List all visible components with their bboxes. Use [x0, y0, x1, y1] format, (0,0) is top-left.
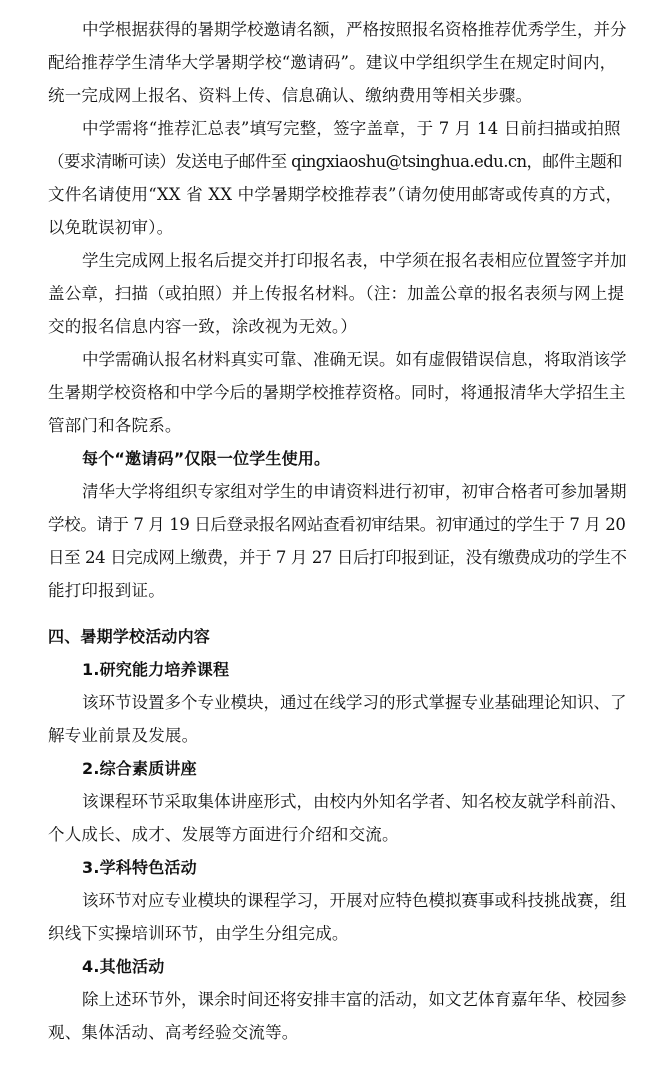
invitation-code-notice: 每个“邀请码”仅限一位学生使用。 [82, 449, 331, 468]
paragraph-4-line-3: 管部门和各院系。 [48, 416, 182, 435]
subsection-3-title: 3.学科特色活动 [82, 858, 197, 877]
paragraph-2-line-2: （要求清晰可读）发送电子邮件至 qingxiaoshu@tsinghua.edu.cn，邮件主题和 [48, 152, 622, 171]
subsection-4-line-1: 除上述环节外，课余时间还将安排丰富的活动，如文艺体育嘉年华、校园参 [82, 990, 627, 1009]
subsection-3-line-1: 该环节对应专业模块的课程学习，开展对应特色模拟赛事或科技挑战赛，组 [82, 891, 627, 910]
paragraph-6-line-3: 日至 24 日完成网上缴费，并于 7 月 27 日后打印报到证，没有缴费成功的学生不 [48, 548, 627, 567]
paragraph-3-line-1: 学生完成网上报名后提交并打印报名表，中学须在报名表相应位置签字并加 [82, 251, 627, 270]
paragraph-2-line-3: 文件名请使用“XX 省 XX 中学暑期学校推荐表”（请勿使用邮寄或传真的方式， [48, 185, 623, 204]
paragraph-1-line-1: 中学根据获得的暑期学校邀请名额，严格按照报名资格推荐优秀学生，并分 [82, 20, 627, 39]
paragraph-2-line-1: 中学需将“推荐汇总表”填写完整，签字盖章，于 7 月 14 日前扫描或拍照 [82, 119, 621, 138]
paragraph-6-line-1: 清华大学将组织专家组对学生的申请资料进行初审，初审合格者可参加暑期 [82, 482, 627, 501]
subsection-4-title: 4.其他活动 [82, 957, 165, 976]
paragraph-1-line-3: 统一完成网上报名、资料上传、信息确认、缴纳费用等相关步骤。 [48, 86, 533, 105]
paragraph-1-line-2: 配给推荐学生清华大学暑期学校“邀请码”。建议中学组织学生在规定时间内， [48, 53, 617, 72]
section-heading: 四、暑期学校活动内容 [48, 627, 211, 646]
paragraph-3-line-3: 交的报名信息内容一致，涂改视为无效。） [48, 317, 358, 336]
subsection-1-title: 1.研究能力培养课程 [82, 660, 230, 679]
subsection-2-title: 2.综合素质讲座 [82, 759, 197, 778]
paragraph-4-line-1: 中学需确认报名材料真实可靠、准确无误。如有虚假错误信息，将取消该学 [82, 350, 627, 369]
paragraph-6-line-2: 学校。请于 7 月 19 日后登录报名网站查看初审结果。初审通过的学生于 7 月 20 [48, 515, 626, 534]
subsection-3-line-2: 织线下实操培训环节，由学生分组完成。 [48, 924, 349, 943]
subsection-1-line-1: 该环节设置多个专业模块，通过在线学习的形式掌握专业基础理论知识、了 [82, 693, 627, 712]
subsection-1-line-2: 解专业前景及发展。 [48, 726, 199, 745]
subsection-2-line-1: 该课程环节采取集体讲座形式，由校内外知名学者、知名校友就学科前沿、 [82, 792, 627, 811]
paragraph-6-line-4: 能打印报到证。 [48, 581, 165, 600]
subsection-2-line-2: 个人成长、成才、发展等方面进行介绍和交流。 [48, 825, 399, 844]
subsection-4-line-2: 观、集体活动、高考经验交流等。 [48, 1023, 299, 1042]
paragraph-2-line-4: 以免耽误初审）。 [48, 218, 174, 237]
paragraph-3-line-2: 盖公章，扫描（或拍照）并上传报名材料。（注：加盖公章的报名表须与网上提 [48, 284, 625, 303]
paragraph-4-line-2: 生暑期学校资格和中学今后的暑期学校推荐资格。同时，将通报清华大学招生主 [48, 383, 626, 402]
